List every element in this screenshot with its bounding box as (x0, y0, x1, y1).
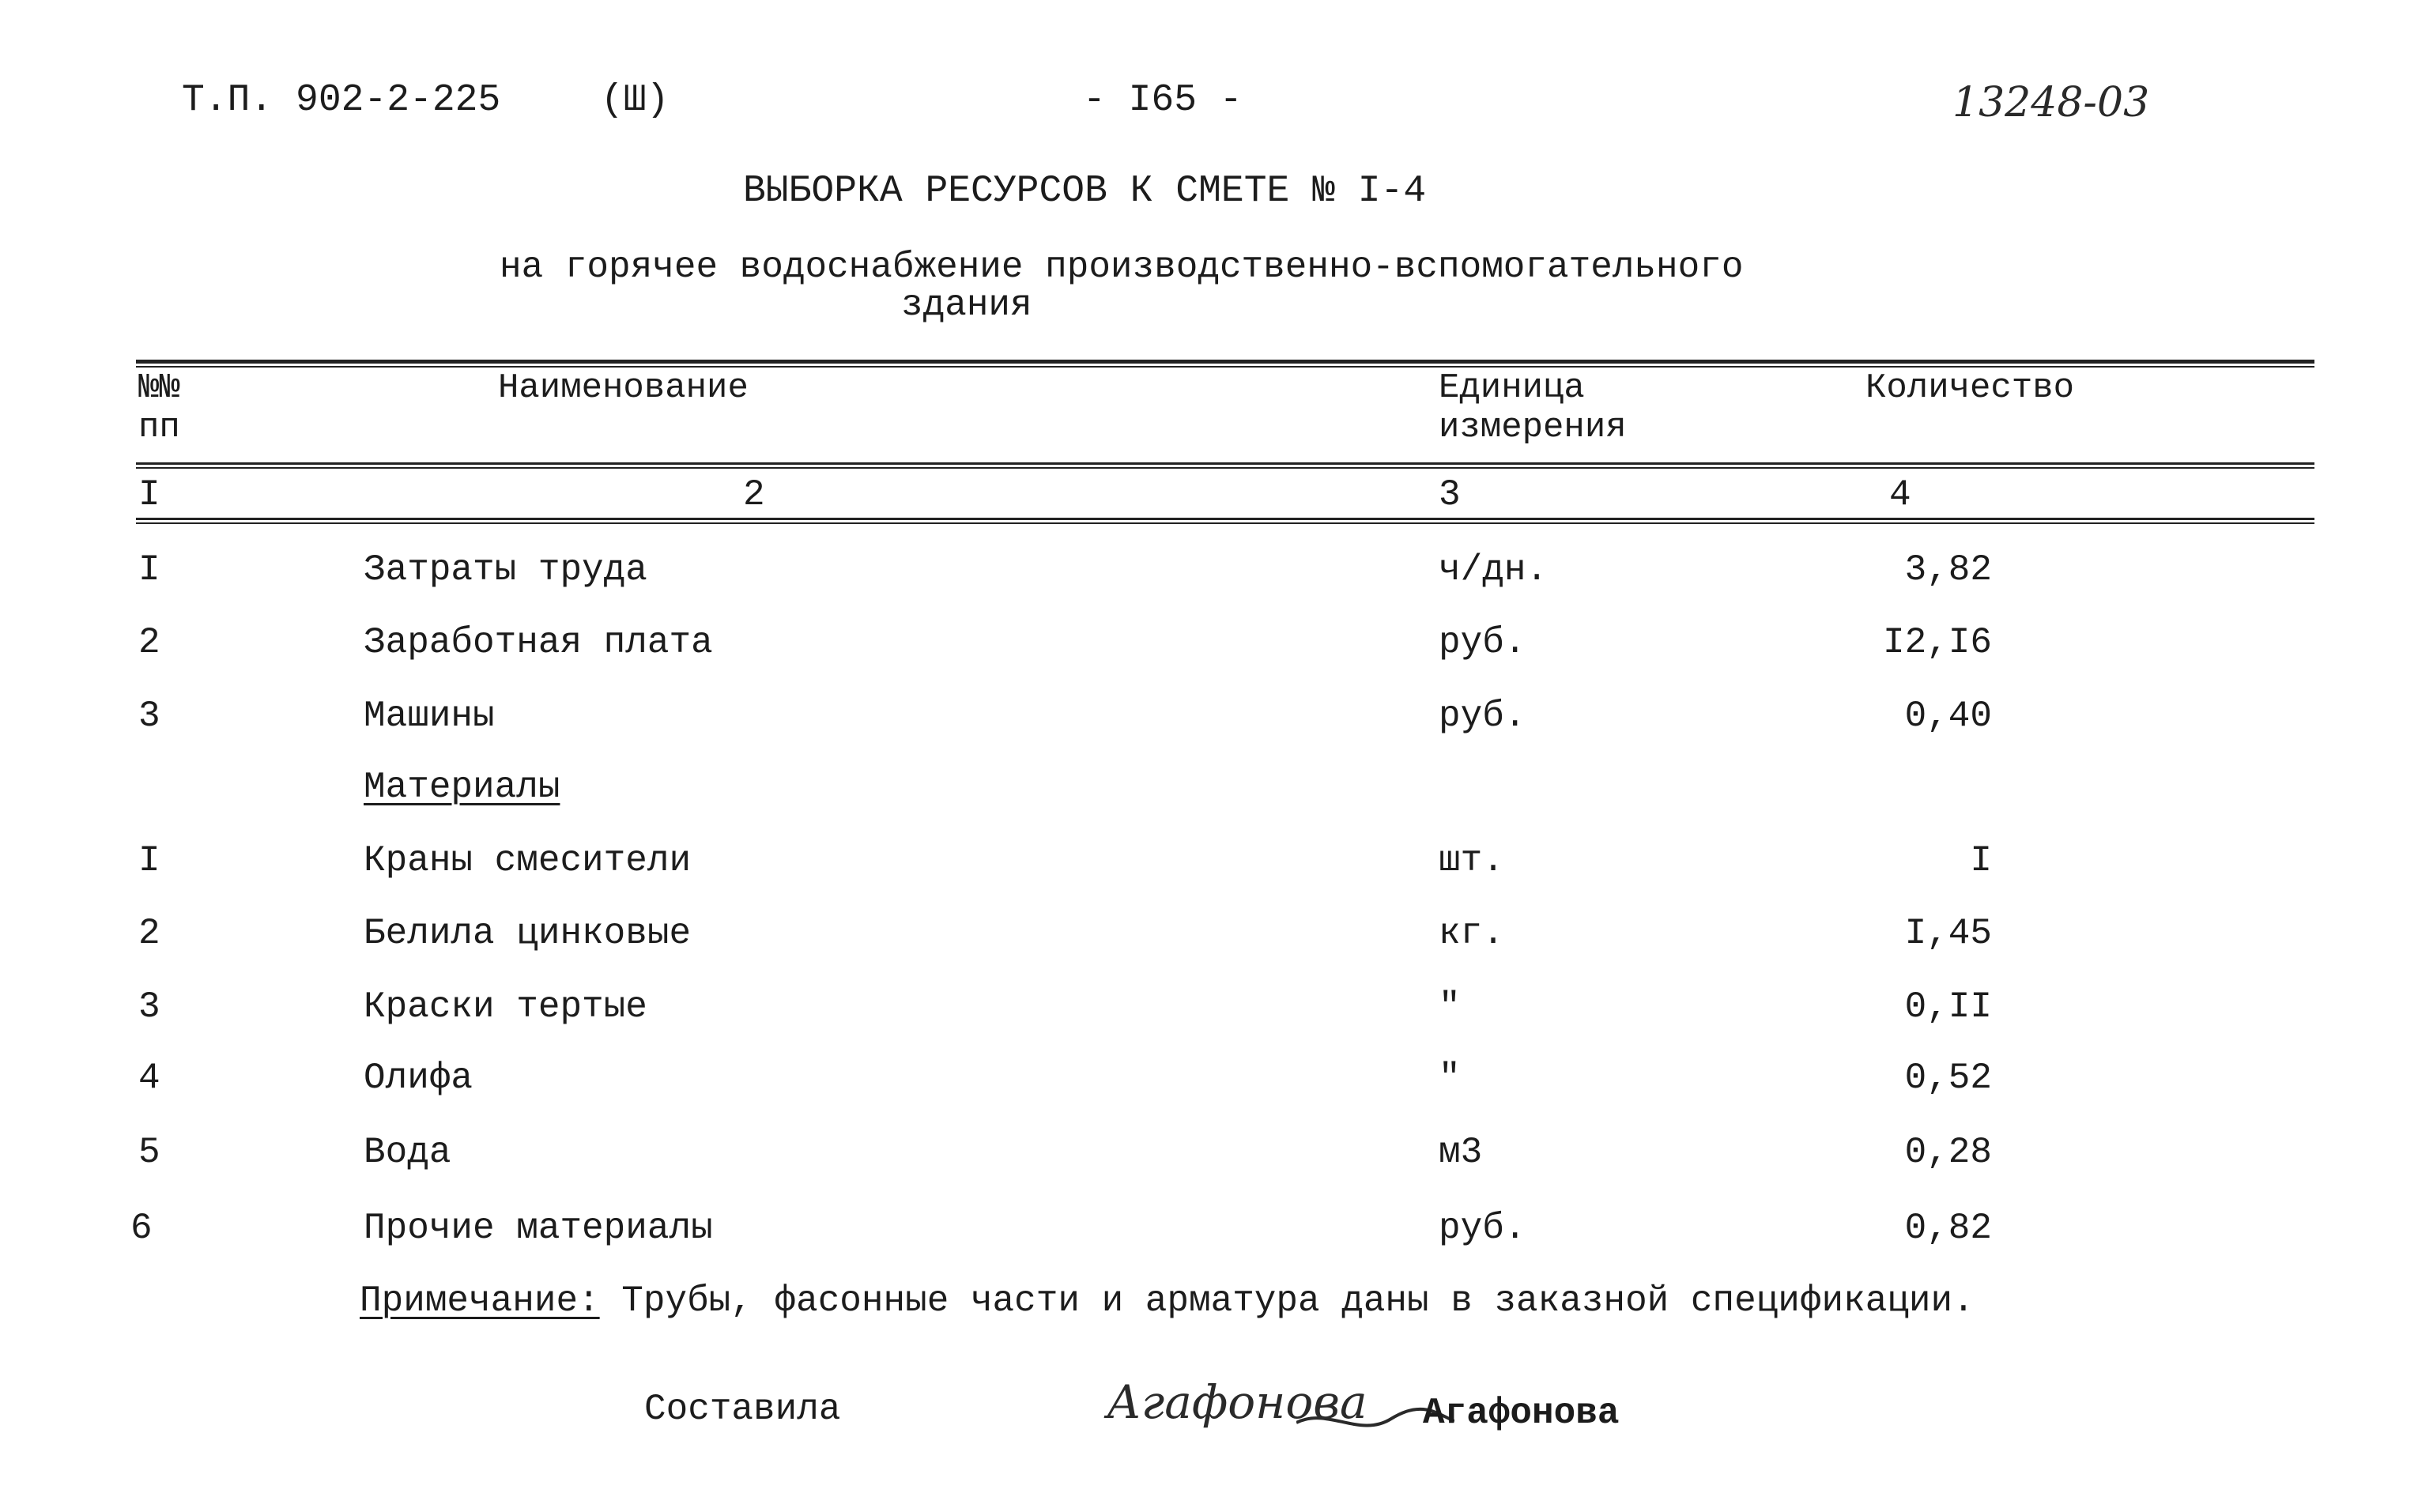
header-bottom-rule (136, 462, 2314, 465)
row-no: I (138, 549, 160, 590)
archive-number: 13248-03 (1952, 79, 2150, 126)
colnum-4: 4 (1889, 474, 1911, 515)
row-unit: руб. (1439, 622, 1526, 663)
row-name: Заработная плата (364, 622, 713, 663)
row-name: Затраты труда (364, 549, 647, 590)
row-unit: " (1439, 1058, 1461, 1099)
row-no: 3 (138, 696, 160, 737)
section-mark: (Ш) (601, 79, 670, 122)
header-unit: Единица измерения (1439, 368, 1627, 447)
row-qty: I,45 (1904, 913, 1992, 954)
row-no: 2 (138, 913, 160, 954)
page-number: - I65 - (1083, 79, 1243, 122)
row-name: Краски тертые (364, 986, 647, 1027)
note (360, 1280, 1975, 1322)
subtitle-line-1: на горячее водоснабжение производственно-вспомогательного (500, 247, 1744, 288)
row-qty: I (1970, 840, 1992, 881)
row-name: Прочие материалы (364, 1208, 713, 1249)
row-no: 4 (138, 1058, 160, 1099)
row-name: Белила цинковые (364, 913, 692, 954)
row-unit: кг. (1439, 913, 1504, 954)
row-qty: 0,40 (1904, 696, 1992, 737)
row-qty: 0,52 (1904, 1058, 1992, 1099)
row-qty: 0,II (1904, 986, 1992, 1027)
row-name: Вода (364, 1132, 451, 1173)
colnum-2: 2 (743, 474, 765, 515)
row-name: Краны смесители (364, 840, 692, 881)
row-qty: 3,82 (1904, 549, 1992, 590)
header-bottom-rule-2 (136, 467, 2314, 469)
subtitle-line-2: здания (901, 285, 1032, 326)
row-no: 3 (138, 986, 160, 1027)
header-name: Наименование (498, 368, 749, 408)
row-unit: м3 (1439, 1132, 1483, 1173)
row-qty: I2,I6 (1882, 622, 1992, 663)
row-unit: руб. (1439, 1208, 1526, 1249)
colnum-bottom-rule-2 (136, 522, 2314, 524)
colnum-3: 3 (1439, 474, 1461, 515)
signature: Агафонова (1107, 1375, 1367, 1429)
row-unit: руб. (1439, 696, 1526, 737)
colnum-bottom-rule (136, 518, 2314, 520)
materials-heading: Материалы (364, 767, 560, 808)
row-name: Олифа (364, 1058, 473, 1099)
row-qty: 0,82 (1904, 1208, 1992, 1249)
header-no: №№ пп (138, 368, 180, 447)
row-name: Машины (364, 696, 495, 737)
row-unit: " (1439, 986, 1461, 1027)
compiler-name: Агафонова (1423, 1393, 1620, 1434)
row-no: 6 (130, 1208, 153, 1249)
row-no: 2 (138, 622, 160, 663)
row-unit: шт. (1439, 840, 1504, 881)
table-top-rule (136, 360, 2314, 364)
row-no: 5 (138, 1132, 160, 1173)
doc-code: Т.П. 902-2-225 (182, 79, 501, 122)
colnum-1: I (138, 474, 160, 515)
note-label: Примечание: (360, 1280, 600, 1322)
row-qty: 0,28 (1904, 1132, 1992, 1173)
table-top-rule-2 (136, 366, 2314, 368)
row-unit: ч/дн. (1439, 549, 1549, 590)
page-title: ВЫБОРКА РЕСУРСОВ К СМЕТЕ № I-4 (743, 170, 1427, 213)
header-qty: Количество (1865, 368, 2075, 408)
note-text: Трубы, фасонные части и арматура даны в заказной спецификации. (621, 1280, 1975, 1322)
compiled-label: Составила (644, 1389, 841, 1430)
row-no: I (138, 840, 160, 881)
